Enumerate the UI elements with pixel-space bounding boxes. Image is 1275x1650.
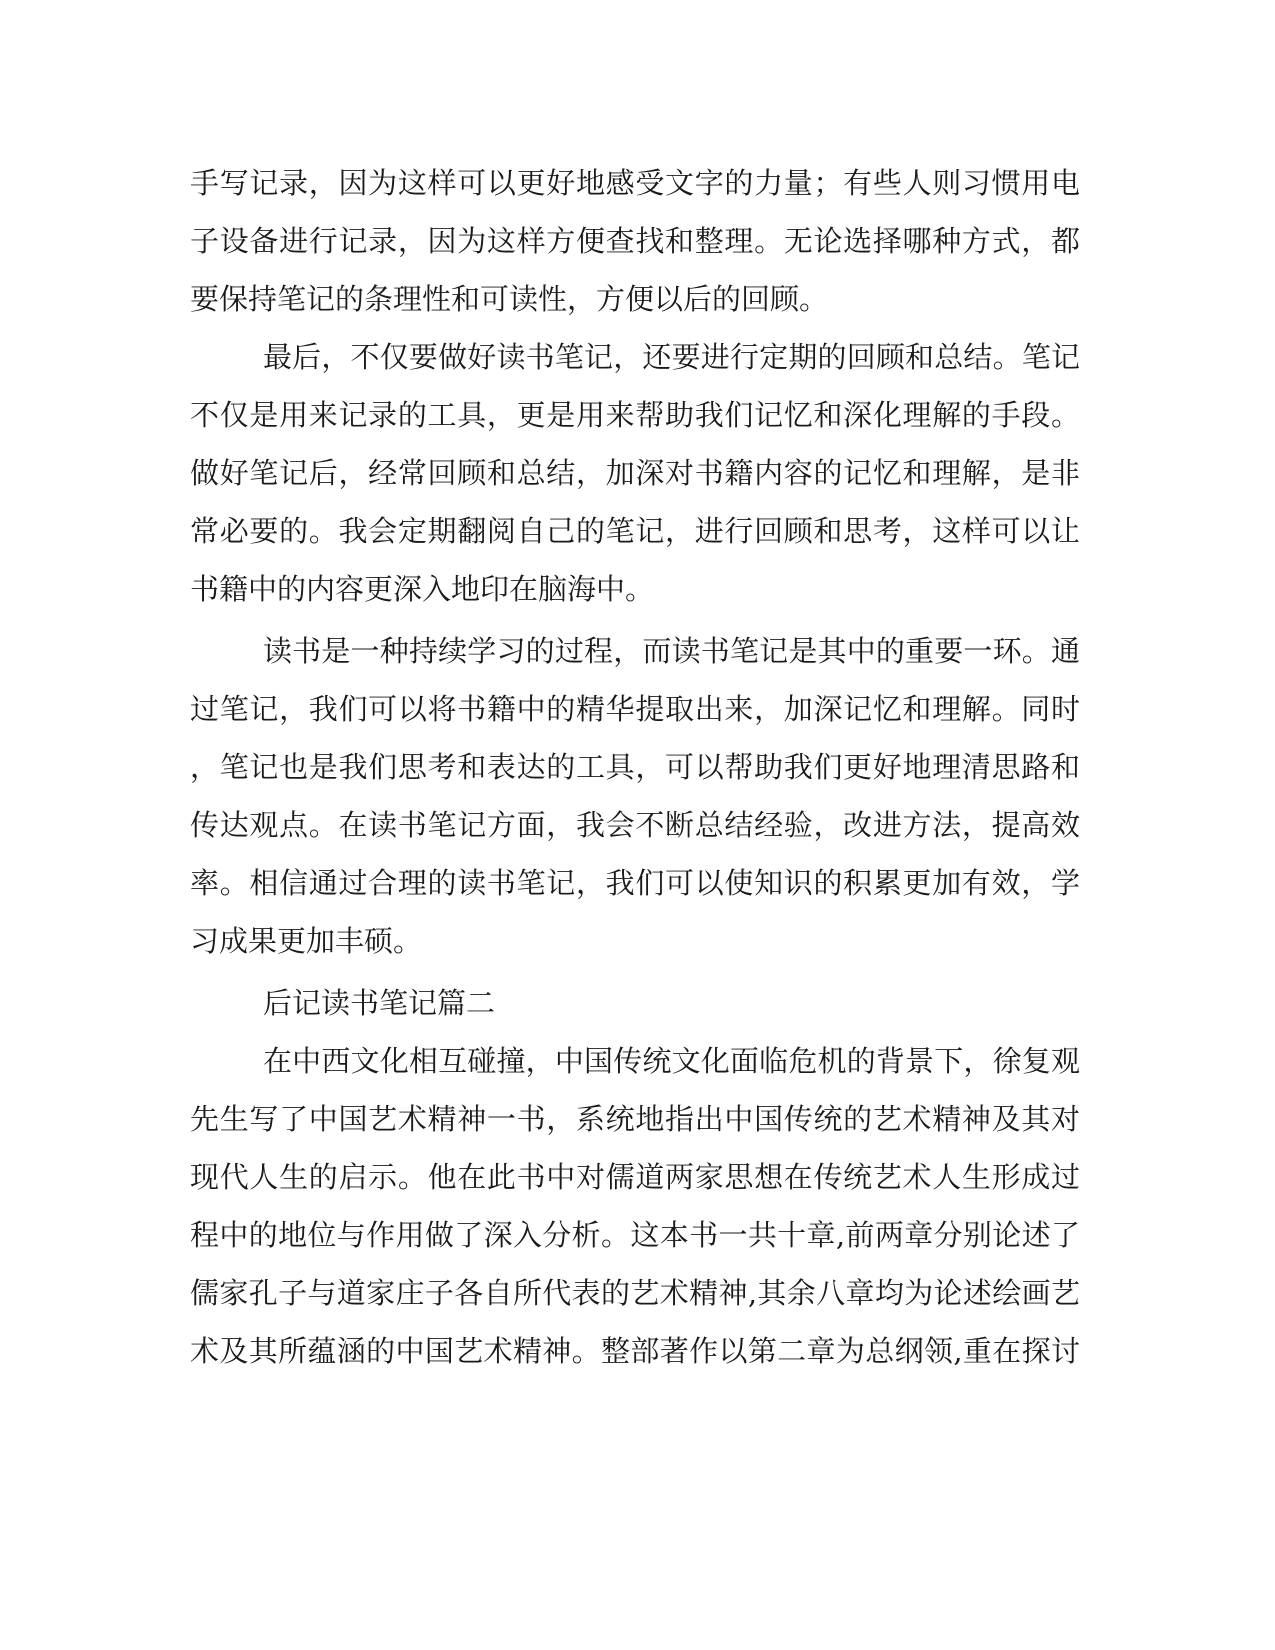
text-line: 先生写了中国艺术精神一书，系统地指出中国传统的艺术精神及其对	[190, 1102, 1080, 1136]
text-line: 传达观点。在读书笔记方面，我会不断总结经验，改进方法，提高效	[190, 808, 1080, 842]
text-line: 书籍中的内容更深入地印在脑海中。	[190, 572, 655, 606]
text-line: 做好笔记后，经常回顾和总结，加深对书籍内容的记忆和理解，是非	[190, 456, 1080, 490]
text-line: 常必要的。我会定期翻阅自己的笔记，进行回顾和思考，这样可以让	[190, 514, 1080, 548]
text-line: 习成果更加丰硕。	[190, 924, 423, 958]
paragraph-first-line: 在中西文化相互碰撞，中国传统文化面临危机的背景下，徐复观	[263, 1044, 1080, 1078]
text-line: 过笔记，我们可以将书籍中的精华提取出来，加深记忆和理解。同时	[190, 692, 1080, 726]
text-line: 不仅是用来记录的工具，更是用来帮助我们记忆和深化理解的手段。	[190, 398, 1080, 432]
text-line: 现代人生的启示。他在此书中对儒道两家思想在传统艺术人生形成过	[190, 1160, 1080, 1194]
text-line: 要保持笔记的条理性和可读性，方便以后的回顾。	[190, 282, 829, 316]
text-line: 程中的地位与作用做了深入分析。这本书一共十章,前两章分别论述了	[190, 1218, 1080, 1252]
text-line: ，笔记也是我们思考和表达的工具，可以帮助我们更好地理清思路和	[190, 750, 1080, 784]
text-line: 手写记录，因为这样可以更好地感受文字的力量；有些人则习惯用电	[190, 166, 1080, 200]
text-line: 儒家孔子与道家庄子各自所代表的艺术精神,其余八章均为论述绘画艺	[190, 1276, 1080, 1310]
text-line: 子设备进行记录，因为这样方便查找和整理。无论选择哪种方式，都	[190, 224, 1080, 258]
section-heading: 后记读书笔记篇二	[263, 986, 496, 1020]
paragraph-first-line: 最后，不仅要做好读书笔记，还要进行定期的回顾和总结。笔记	[263, 340, 1080, 374]
paragraph-first-line: 读书是一种持续学习的过程，而读书笔记是其中的重要一环。通	[263, 634, 1080, 668]
text-line: 率。相信通过合理的读书笔记，我们可以使知识的积累更加有效，学	[190, 866, 1080, 900]
text-line: 术及其所蕴涵的中国艺术精神。整部著作以第二章为总纲领,重在探讨	[190, 1334, 1080, 1368]
